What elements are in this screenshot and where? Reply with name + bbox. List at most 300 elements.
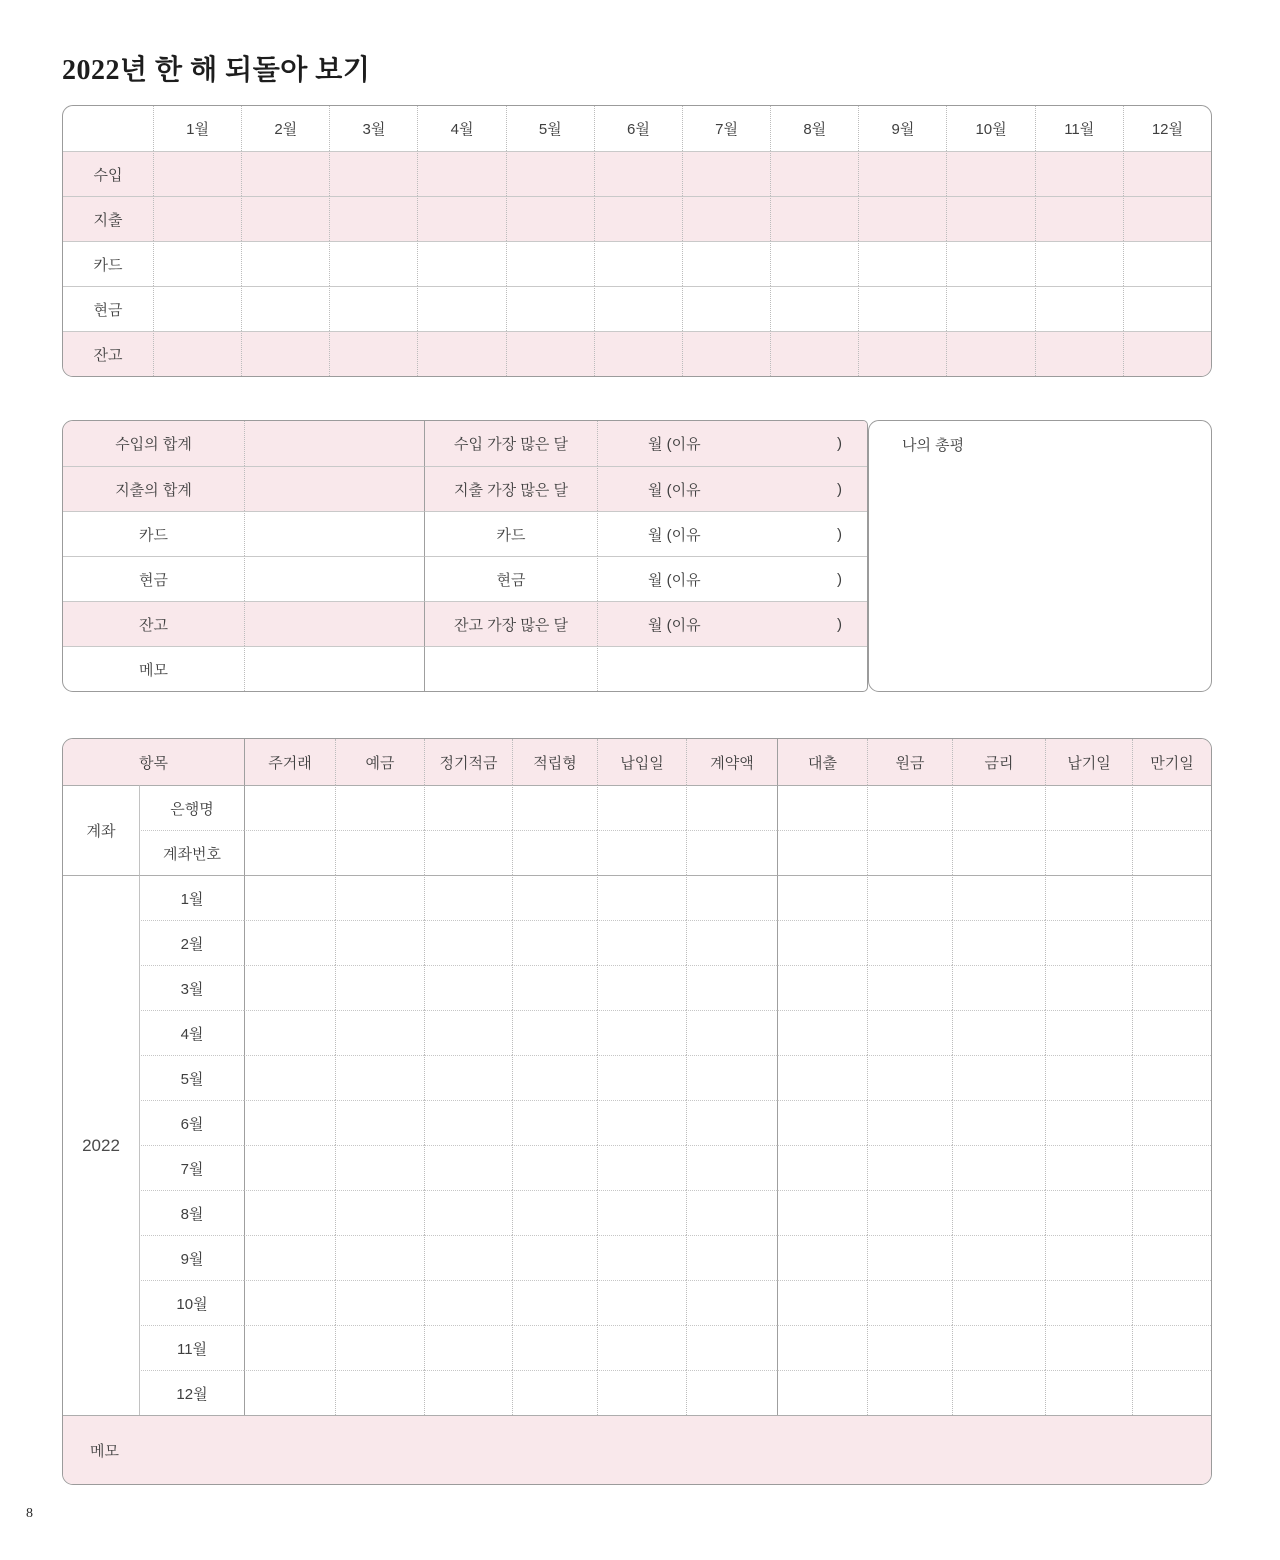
account-data-cell	[244, 830, 335, 875]
page-number: 8	[26, 1506, 33, 1521]
monthly-month-header: 12월	[1123, 106, 1211, 151]
account-data-cell	[424, 785, 512, 830]
monthly-data-cell	[329, 331, 417, 376]
reason-prefix: 월 (이유	[648, 571, 701, 589]
account-data-cell	[512, 785, 597, 830]
account-data-cell	[597, 785, 686, 830]
monthly-data-cell	[153, 196, 241, 241]
summary-reason-cell	[597, 556, 867, 601]
account-data-cell	[777, 830, 867, 875]
summary-reason-cell	[597, 646, 867, 691]
accounts-header-col: 납기일	[1045, 739, 1132, 785]
account-data-cell	[512, 875, 597, 920]
account-data-cell	[244, 785, 335, 830]
monthly-data-cell	[153, 331, 241, 376]
monthly-row-label: 카드	[63, 241, 153, 286]
monthly-data-cell	[241, 196, 329, 241]
reason-prefix: 월 (이유	[648, 526, 701, 544]
reason-close-paren: )	[837, 525, 842, 543]
account-data-cell	[244, 875, 335, 920]
account-data-cell	[597, 1145, 686, 1190]
reason-close-paren: )	[837, 615, 842, 633]
account-data-cell	[867, 1370, 952, 1415]
account-data-cell	[512, 1190, 597, 1235]
monthly-data-cell	[1123, 241, 1211, 286]
account-data-cell	[335, 1280, 424, 1325]
monthly-month-header: 4월	[417, 106, 505, 151]
monthly-data-cell	[506, 196, 594, 241]
account-data-cell	[512, 1280, 597, 1325]
account-data-cell	[1045, 1055, 1132, 1100]
monthly-data-cell	[1035, 331, 1123, 376]
summary-row-label: 현금	[63, 556, 244, 601]
reason-close-paren: )	[837, 435, 842, 452]
account-data-cell	[952, 1235, 1045, 1280]
account-data-cell	[1132, 1100, 1211, 1145]
account-data-cell	[686, 875, 777, 920]
account-data-cell	[1045, 1235, 1132, 1280]
monthly-data-cell	[682, 151, 770, 196]
account-data-cell	[244, 1100, 335, 1145]
account-data-cell	[512, 1235, 597, 1280]
monthly-data-cell	[770, 196, 858, 241]
summary-peak-label: 현금	[424, 556, 597, 601]
page-title: 2022년 한 해 되돌아 보기	[62, 55, 371, 86]
review-box-label: 나의 총평	[902, 437, 965, 454]
account-data-cell	[512, 830, 597, 875]
account-month-label: 4월	[139, 1010, 244, 1055]
account-data-cell	[424, 1190, 512, 1235]
monthly-data-cell	[770, 286, 858, 331]
monthly-data-cell	[682, 331, 770, 376]
account-data-cell	[512, 1010, 597, 1055]
account-data-cell	[1045, 785, 1132, 830]
monthly-data-cell	[946, 286, 1034, 331]
account-data-cell	[244, 1010, 335, 1055]
summary-row-label: 지출의 합계	[63, 466, 244, 511]
accounts-header-col: 대출	[777, 739, 867, 785]
account-data-cell	[686, 1100, 777, 1145]
account-data-cell	[1132, 1055, 1211, 1100]
monthly-data-cell	[770, 331, 858, 376]
account-data-cell	[952, 1055, 1045, 1100]
monthly-data-cell	[506, 286, 594, 331]
monthly-data-cell	[1035, 286, 1123, 331]
monthly-month-header: 5월	[506, 106, 594, 151]
monthly-month-header: 2월	[241, 106, 329, 151]
account-data-cell	[244, 1145, 335, 1190]
monthly-data-cell	[1123, 331, 1211, 376]
account-data-cell	[244, 1235, 335, 1280]
monthly-data-cell	[506, 241, 594, 286]
monthly-data-cell	[506, 331, 594, 376]
account-data-cell	[686, 1190, 777, 1235]
monthly-data-cell	[329, 196, 417, 241]
monthly-data-cell	[946, 151, 1034, 196]
monthly-data-cell	[946, 241, 1034, 286]
account-data-cell	[1132, 1235, 1211, 1280]
reason-prefix: 월 (이유	[648, 481, 701, 499]
account-data-cell	[597, 1235, 686, 1280]
accounts-header-col: 적립형	[512, 739, 597, 785]
account-data-cell	[244, 920, 335, 965]
account-data-cell	[777, 920, 867, 965]
monthly-data-cell	[417, 286, 505, 331]
account-data-cell	[335, 1100, 424, 1145]
account-data-cell	[1132, 1280, 1211, 1325]
monthly-data-cell	[329, 151, 417, 196]
account-data-cell	[867, 875, 952, 920]
monthly-data-cell	[1035, 151, 1123, 196]
account-data-cell	[424, 1055, 512, 1100]
account-data-cell	[244, 1280, 335, 1325]
monthly-data-cell	[1035, 241, 1123, 286]
account-month-label: 6월	[139, 1100, 244, 1145]
bank-accounts-table	[62, 738, 1212, 1485]
account-data-cell	[424, 875, 512, 920]
account-data-cell	[952, 1190, 1045, 1235]
account-data-cell	[777, 1370, 867, 1415]
monthly-data-cell	[858, 331, 946, 376]
monthly-data-cell	[417, 331, 505, 376]
account-data-cell	[597, 875, 686, 920]
account-data-cell	[1132, 1145, 1211, 1190]
account-data-cell	[424, 965, 512, 1010]
account-row-label: 계좌번호	[139, 830, 244, 875]
account-data-cell	[335, 1325, 424, 1370]
account-data-cell	[867, 785, 952, 830]
monthly-data-cell	[946, 331, 1034, 376]
account-month-label: 12월	[139, 1370, 244, 1415]
summary-row-label: 수입의 합계	[63, 421, 244, 466]
account-data-cell	[777, 965, 867, 1010]
account-data-cell	[777, 1100, 867, 1145]
account-month-label: 7월	[139, 1145, 244, 1190]
account-data-cell	[686, 785, 777, 830]
monthly-data-cell	[1123, 286, 1211, 331]
account-data-cell	[512, 1370, 597, 1415]
account-data-cell	[867, 830, 952, 875]
monthly-row-label: 수입	[63, 151, 153, 196]
account-data-cell	[867, 1145, 952, 1190]
account-data-cell	[686, 1235, 777, 1280]
account-data-cell	[512, 1145, 597, 1190]
account-data-cell	[335, 965, 424, 1010]
account-data-cell	[952, 920, 1045, 965]
monthly-data-cell	[858, 286, 946, 331]
account-data-cell	[424, 1100, 512, 1145]
account-data-cell	[867, 1100, 952, 1145]
monthly-row-label: 현금	[63, 286, 153, 331]
account-data-cell	[335, 1190, 424, 1235]
monthly-data-cell	[153, 241, 241, 286]
account-data-cell	[335, 920, 424, 965]
account-data-cell	[597, 1055, 686, 1100]
monthly-data-cell	[417, 241, 505, 286]
summary-value-cell	[244, 421, 424, 466]
account-data-cell	[1132, 965, 1211, 1010]
account-data-cell	[335, 830, 424, 875]
monthly-data-cell	[241, 151, 329, 196]
account-data-cell	[1045, 1100, 1132, 1145]
account-data-cell	[1132, 875, 1211, 920]
account-data-cell	[597, 920, 686, 965]
account-month-label: 2월	[139, 920, 244, 965]
accounts-header-col: 금리	[952, 739, 1045, 785]
monthly-corner-cell	[63, 106, 153, 151]
account-data-cell	[335, 875, 424, 920]
account-data-cell	[867, 1325, 952, 1370]
summary-value-cell	[244, 556, 424, 601]
account-group-label: 계좌	[63, 785, 139, 875]
account-data-cell	[952, 1145, 1045, 1190]
account-data-cell	[512, 1100, 597, 1145]
account-data-cell	[597, 1190, 686, 1235]
account-data-cell	[597, 1100, 686, 1145]
accounts-header-col: 계약액	[686, 739, 777, 785]
account-data-cell	[777, 1055, 867, 1100]
account-data-cell	[1045, 1145, 1132, 1190]
account-data-cell	[424, 830, 512, 875]
monthly-month-header: 6월	[594, 106, 682, 151]
account-month-label: 11월	[139, 1325, 244, 1370]
accounts-header-col: 예금	[335, 739, 424, 785]
account-data-cell	[1045, 830, 1132, 875]
monthly-data-cell	[770, 241, 858, 286]
monthly-data-cell	[594, 151, 682, 196]
account-data-cell	[867, 1280, 952, 1325]
account-data-cell	[512, 965, 597, 1010]
account-data-cell	[686, 830, 777, 875]
monthly-overview-table	[62, 105, 1212, 377]
account-data-cell	[424, 1010, 512, 1055]
account-data-cell	[867, 1010, 952, 1055]
account-data-cell	[1045, 965, 1132, 1010]
monthly-data-cell	[946, 196, 1034, 241]
account-data-cell	[1132, 920, 1211, 965]
account-data-cell	[952, 965, 1045, 1010]
monthly-month-header: 8월	[770, 106, 858, 151]
account-data-cell	[597, 1370, 686, 1415]
account-data-cell	[686, 1370, 777, 1415]
account-data-cell	[424, 1235, 512, 1280]
account-data-cell	[424, 920, 512, 965]
accounts-header-col: 만기일	[1132, 739, 1211, 785]
account-data-cell	[1045, 1370, 1132, 1415]
summary-peak-label: 잔고 가장 많은 달	[424, 601, 597, 646]
monthly-data-cell	[329, 286, 417, 331]
monthly-data-cell	[241, 286, 329, 331]
account-data-cell	[335, 1370, 424, 1415]
reason-prefix: 월 (이유	[648, 436, 701, 453]
monthly-data-cell	[417, 196, 505, 241]
account-data-cell	[335, 1145, 424, 1190]
account-data-cell	[1132, 1370, 1211, 1415]
monthly-row-label: 잔고	[63, 331, 153, 376]
summary-reason-cell	[597, 511, 867, 556]
summary-row-label: 잔고	[63, 601, 244, 646]
monthly-data-cell	[594, 331, 682, 376]
account-month-label: 1월	[139, 875, 244, 920]
monthly-data-cell	[417, 151, 505, 196]
account-data-cell	[424, 1145, 512, 1190]
account-data-cell	[424, 1370, 512, 1415]
monthly-month-header: 3월	[329, 106, 417, 151]
account-data-cell	[597, 1010, 686, 1055]
accounts-header-col: 정기적금	[424, 739, 512, 785]
summary-row-label: 카드	[63, 511, 244, 556]
monthly-data-cell	[594, 196, 682, 241]
account-month-label: 10월	[139, 1280, 244, 1325]
accounts-memo-label: 메모	[63, 1415, 1211, 1484]
account-data-cell	[1132, 785, 1211, 830]
account-data-cell	[244, 1055, 335, 1100]
monthly-data-cell	[770, 151, 858, 196]
account-data-cell	[686, 1145, 777, 1190]
account-data-cell	[952, 1370, 1045, 1415]
summary-peak-label: 지출 가장 많은 달	[424, 466, 597, 511]
account-data-cell	[952, 830, 1045, 875]
account-data-cell	[1132, 830, 1211, 875]
account-data-cell	[777, 1325, 867, 1370]
monthly-data-cell	[1123, 196, 1211, 241]
account-data-cell	[777, 1235, 867, 1280]
reason-prefix: 월 (이유	[648, 616, 701, 634]
account-data-cell	[335, 1055, 424, 1100]
monthly-data-cell	[153, 286, 241, 331]
summary-reason-cell	[597, 421, 867, 466]
account-data-cell	[512, 1325, 597, 1370]
account-data-cell	[952, 1325, 1045, 1370]
summary-reason-cell	[597, 466, 867, 511]
accounts-header-col: 납입일	[597, 739, 686, 785]
account-data-cell	[1045, 1190, 1132, 1235]
account-data-cell	[686, 1325, 777, 1370]
account-data-cell	[424, 1325, 512, 1370]
account-data-cell	[777, 875, 867, 920]
reason-close-paren: )	[837, 570, 842, 588]
summary-value-cell	[244, 466, 424, 511]
monthly-data-cell	[329, 241, 417, 286]
account-data-cell	[686, 1280, 777, 1325]
account-data-cell	[952, 785, 1045, 830]
account-data-cell	[335, 1235, 424, 1280]
year-label: 2022	[63, 875, 139, 1415]
summary-value-cell	[244, 511, 424, 556]
account-data-cell	[1132, 1325, 1211, 1370]
monthly-row-label: 지출	[63, 196, 153, 241]
monthly-data-cell	[1035, 196, 1123, 241]
monthly-data-cell	[241, 241, 329, 286]
summary-peak-label: 수입 가장 많은 달	[424, 421, 597, 466]
account-data-cell	[777, 1190, 867, 1235]
monthly-data-cell	[153, 151, 241, 196]
my-review-box	[868, 420, 1212, 692]
account-data-cell	[1045, 920, 1132, 965]
account-data-cell	[335, 785, 424, 830]
accounts-header-item: 항목	[63, 739, 244, 785]
account-data-cell	[952, 875, 1045, 920]
yearly-totals-table	[62, 420, 868, 692]
account-data-cell	[597, 1280, 686, 1325]
account-data-cell	[597, 1325, 686, 1370]
accounts-header-col: 원금	[867, 739, 952, 785]
account-data-cell	[686, 1010, 777, 1055]
monthly-data-cell	[682, 241, 770, 286]
monthly-month-header: 10월	[946, 106, 1034, 151]
monthly-data-cell	[858, 196, 946, 241]
account-data-cell	[952, 1010, 1045, 1055]
account-row-label: 은행명	[139, 785, 244, 830]
account-data-cell	[1045, 875, 1132, 920]
account-data-cell	[244, 965, 335, 1010]
account-data-cell	[244, 1325, 335, 1370]
account-data-cell	[1045, 1280, 1132, 1325]
monthly-data-cell	[858, 241, 946, 286]
monthly-month-header: 9월	[858, 106, 946, 151]
account-data-cell	[686, 1055, 777, 1100]
account-data-cell	[1132, 1190, 1211, 1235]
monthly-data-cell	[682, 196, 770, 241]
monthly-data-cell	[858, 151, 946, 196]
account-month-label: 9월	[139, 1235, 244, 1280]
summary-peak-label	[424, 646, 597, 691]
account-data-cell	[867, 965, 952, 1010]
account-data-cell	[867, 1235, 952, 1280]
account-month-label: 3월	[139, 965, 244, 1010]
monthly-data-cell	[241, 331, 329, 376]
account-data-cell	[1132, 1010, 1211, 1055]
account-month-label: 5월	[139, 1055, 244, 1100]
account-data-cell	[1045, 1325, 1132, 1370]
account-data-cell	[244, 1370, 335, 1415]
monthly-month-header: 11월	[1035, 106, 1123, 151]
account-data-cell	[777, 1145, 867, 1190]
summary-row-label: 메모	[63, 646, 244, 691]
monthly-month-header: 1월	[153, 106, 241, 151]
summary-reason-cell	[597, 601, 867, 646]
account-data-cell	[777, 1010, 867, 1055]
account-month-label: 8월	[139, 1190, 244, 1235]
account-data-cell	[597, 830, 686, 875]
account-data-cell	[244, 1190, 335, 1235]
monthly-data-cell	[682, 286, 770, 331]
account-data-cell	[1045, 1010, 1132, 1055]
account-data-cell	[512, 1055, 597, 1100]
account-data-cell	[335, 1010, 424, 1055]
account-data-cell	[952, 1100, 1045, 1145]
summary-value-cell	[244, 646, 424, 691]
monthly-data-cell	[594, 286, 682, 331]
account-data-cell	[512, 920, 597, 965]
monthly-month-header: 7월	[682, 106, 770, 151]
account-data-cell	[952, 1280, 1045, 1325]
account-data-cell	[686, 965, 777, 1010]
account-data-cell	[777, 1280, 867, 1325]
account-data-cell	[867, 920, 952, 965]
summary-value-cell	[244, 601, 424, 646]
account-data-cell	[867, 1055, 952, 1100]
monthly-data-cell	[594, 241, 682, 286]
account-data-cell	[777, 785, 867, 830]
account-data-cell	[686, 920, 777, 965]
account-data-cell	[867, 1190, 952, 1235]
account-data-cell	[424, 1280, 512, 1325]
summary-peak-label: 카드	[424, 511, 597, 556]
monthly-data-cell	[506, 151, 594, 196]
reason-close-paren: )	[837, 480, 842, 498]
accounts-header-col: 주거래	[244, 739, 335, 785]
